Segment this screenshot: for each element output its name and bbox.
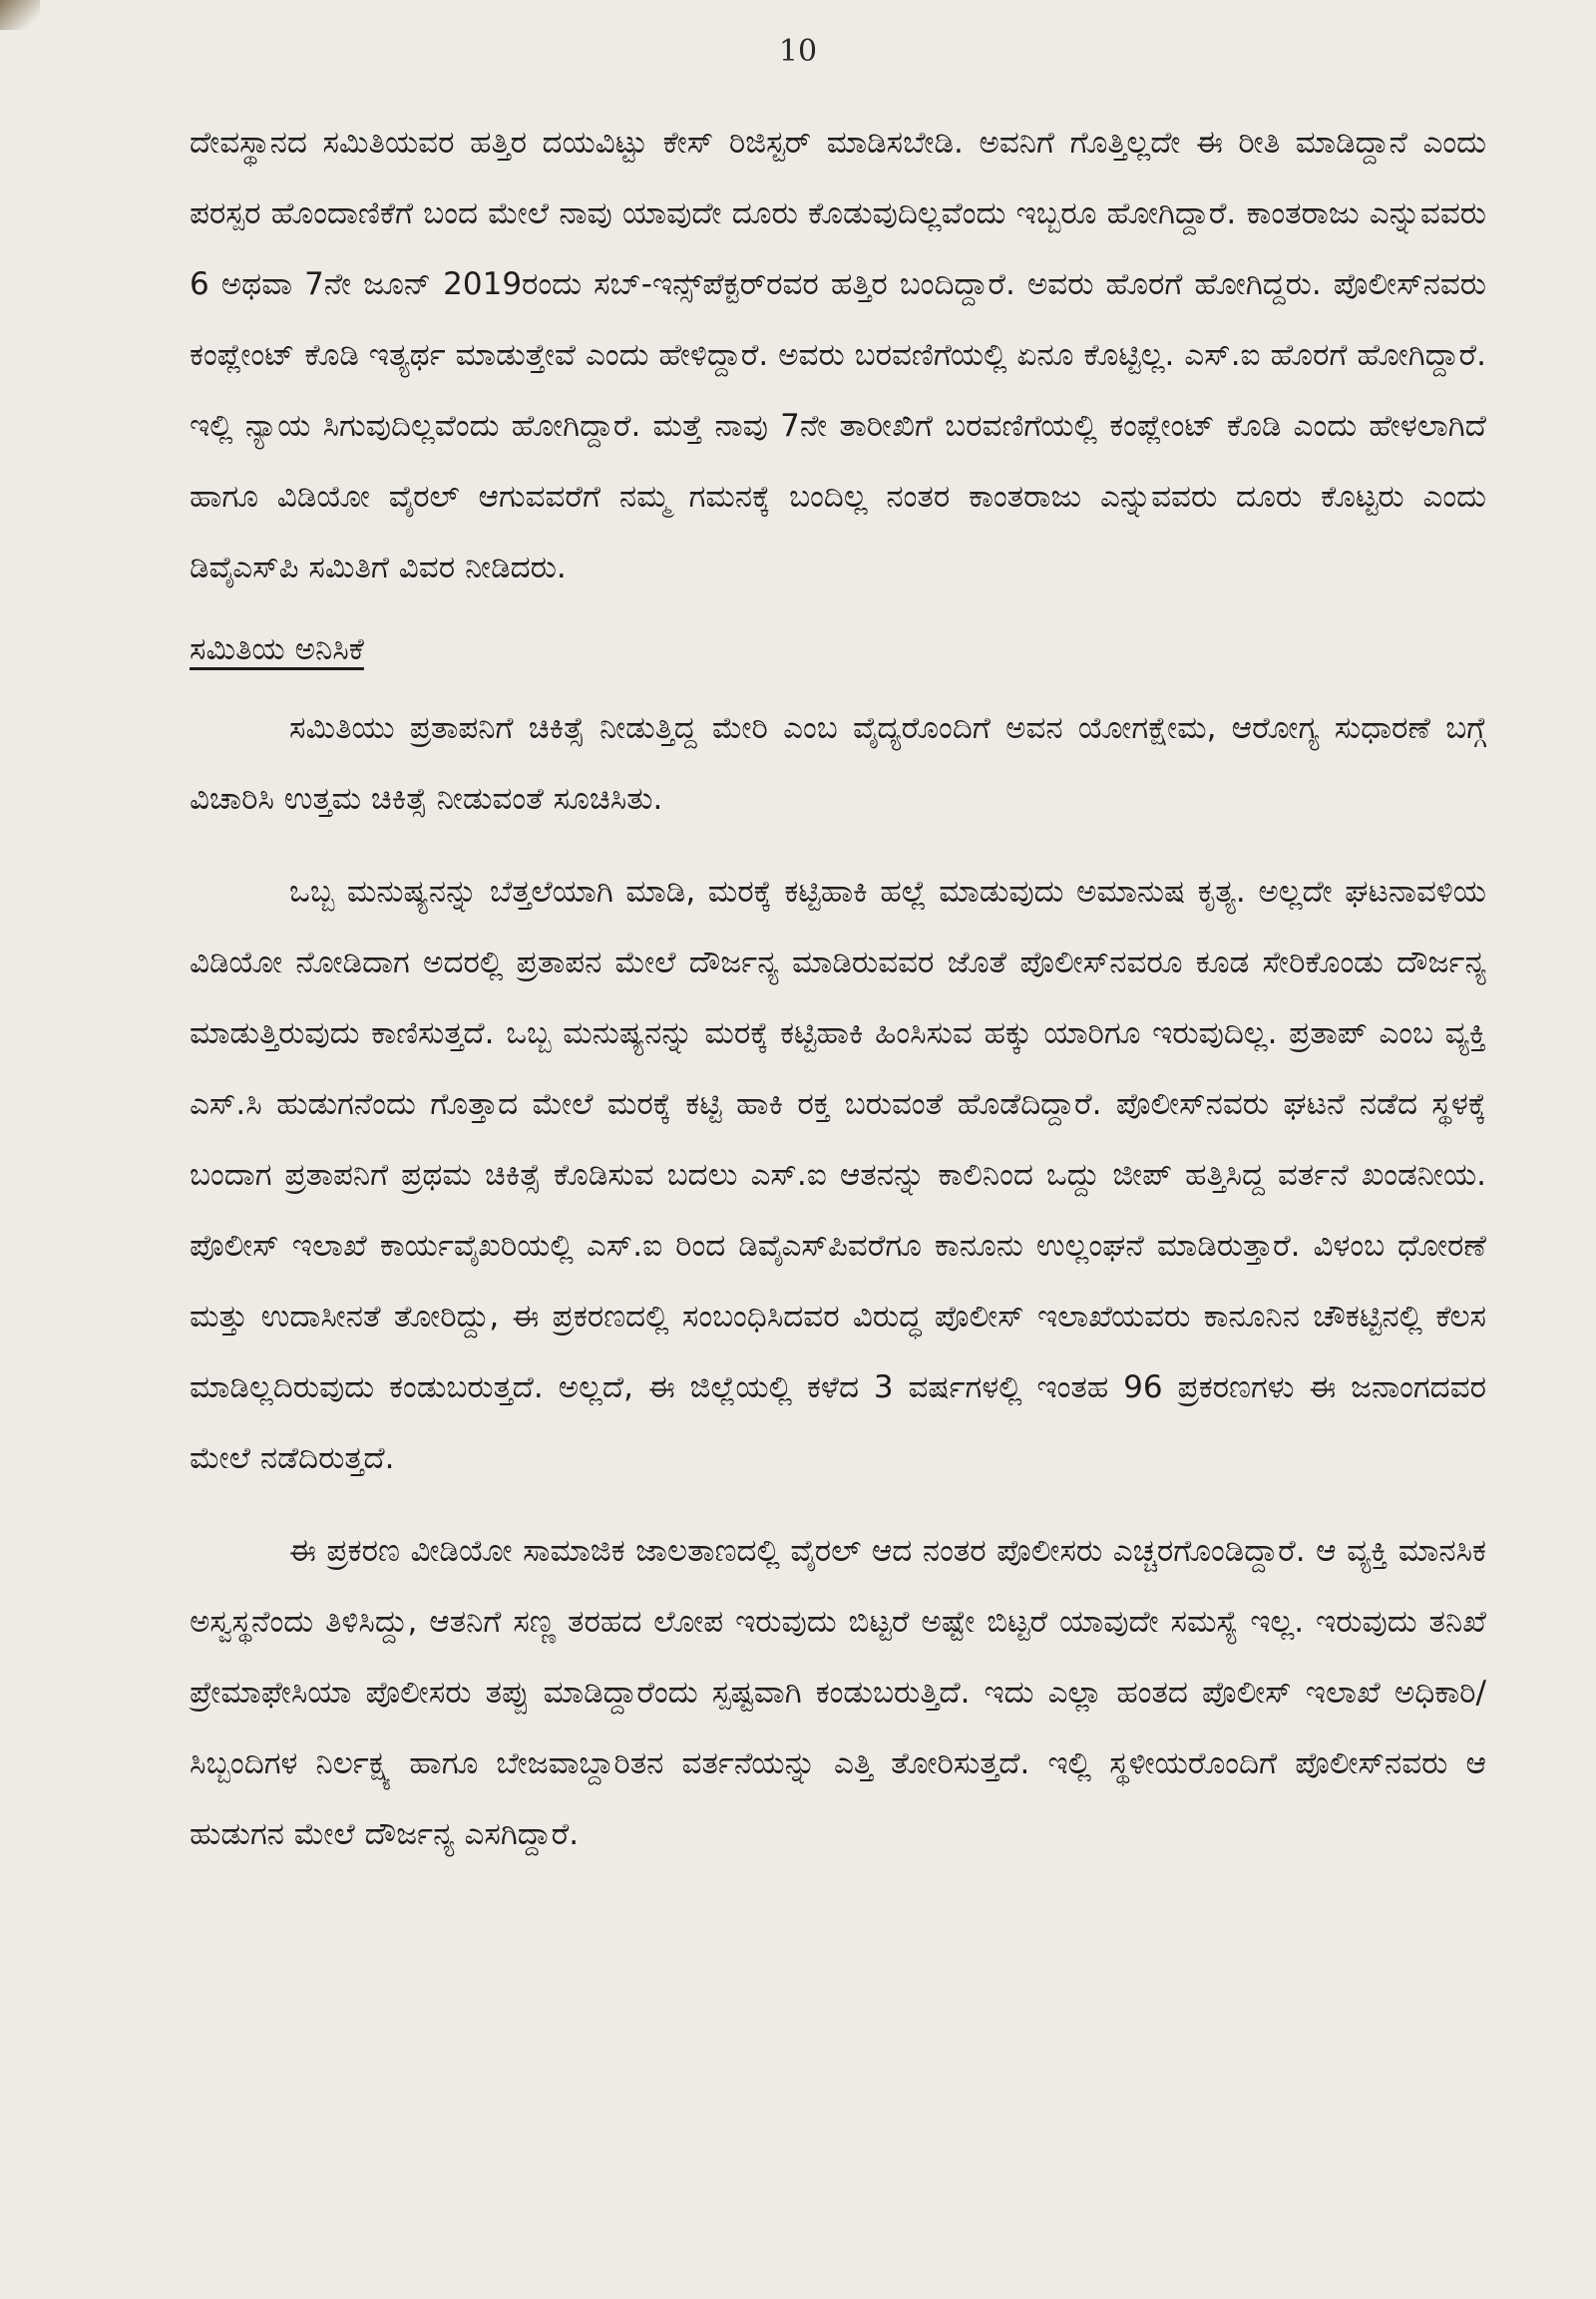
- scan-edge-shadow: [0, 0, 40, 30]
- document-body: [190, 108, 1486, 1870]
- paragraph-dysp-statement: ದೇವಸ್ಥಾನದ ಸಮಿತಿಯವರ ಹತ್ತಿರ ದಯವಿಟ್ಟು ಕೇಸ್ ರಿಜಿಸ್ಟರ್ ಮಾಡಿಸಬೇಡಿ. ಅವನಿಗೆ ಗೊತ್ತಿಲ್ಲದೇ ಈ ರೀತಿ ಮಾಡಿದ್ದಾನೆ ಎಂದು ಪರಸ್ಪರ ಹೊಂದಾಣಿಕೆಗೆ ಬಂದ ಮೇಲೆ ನಾವು ಯಾವುದೇ ದೂರು ಕೊಡುವುದಿಲ್ಲವೆಂದು ಇಬ್ಬರೂ ಹೋಗಿದ್ದಾರೆ. ಕಾಂತರಾಜು ಎನ್ನುವವರು 6 ಅಥವಾ 7ನೇ ಜೂನ್ 2019ರಂದು ಸಬ್-ಇನ್ಸ್‌ಪೆಕ್ಟರ್‌ರವರ ಹತ್ತಿರ ಬಂದಿದ್ದಾರೆ. ಅವರು ಹೊರಗೆ ಹೋಗಿದ್ದರು. ಪೊಲೀಸ್‌ನವರು ಕಂಪ್ಲೇಂಟ್ ಕೊಡಿ ಇತ್ಯರ್ಥ ಮಾಡುತ್ತೇವೆ ಎಂದು ಹೇಳಿದ್ದಾರೆ. ಅವರು ಬರವಣಿಗೆಯಲ್ಲಿ ಏನೂ ಕೊಟ್ಟಿಲ್ಲ. ಎಸ್.ಐ ಹೊರಗೆ ಹೋಗಿದ್ದಾರೆ. ಇಲ್ಲಿ ನ್ಯಾಯ ಸಿಗುವುದಿಲ್ಲವೆಂದು ಹೋಗಿದ್ದಾರೆ. ಮತ್ತೆ ನಾವು 7ನೇ ತಾರೀಖಿಗೆ ಬರವಣಿಗೆಯಲ್ಲಿ ಕಂಪ್ಲೇಂಟ್ ಕೊಡಿ ಎಂದು ಹೇಳಲಾಗಿದೆ ಹಾಗೂ ವಿಡಿಯೋ ವೈರಲ್ ಆಗುವವರೆಗೆ ನಮ್ಮ ಗಮನಕ್ಕೆ ಬಂದಿಲ್ಲ ನಂತರ ಕಾಂತರಾಜು ಎನ್ನುವವರು ದೂರು ಕೊಟ್ಟರು ಎಂದು ಡಿವೈಎಸ್‌ಪಿ ಸಮಿತಿಗೆ ವಿವರ ನೀಡಿದರು.: [190, 125, 1486, 585]
- page-number: 10: [778, 34, 818, 69]
- paragraph-inhuman-act: ಒಬ್ಬ ಮನುಷ್ಯನನ್ನು ಬೆತ್ತಲೆಯಾಗಿ ಮಾಡಿ, ಮರಕ್ಕೆ ಕಟ್ಟಿಹಾಕಿ ಹಲ್ಲೆ ಮಾಡುವುದು ಅಮಾನುಷ ಕೃತ್ಯ. ಅಲ್ಲದೇ ಘಟನಾವಳಿಯ ವಿಡಿಯೋ ನೋಡಿದಾಗ ಅದರಲ್ಲಿ ಪ್ರತಾಪನ ಮೇಲೆ ದೌರ್ಜನ್ಯ ಮಾಡಿರುವವರ ಜೊತೆ ಪೊಲೀಸ್‌ನವರೂ ಕೂಡ ಸೇರಿಕೊಂಡು ದೌರ್ಜನ್ಯ ಮಾಡುತ್ತಿರುವುದು ಕಾಣಿಸುತ್ತದೆ. ಒಬ್ಬ ಮನುಷ್ಯನನ್ನು ಮರಕ್ಕೆ ಕಟ್ಟಿಹಾಕಿ ಹಿಂಸಿಸುವ ಹಕ್ಕು ಯಾರಿಗೂ ಇರುವುದಿಲ್ಲ. ಪ್ರತಾಪ್ ಎಂಬ ವ್ಯಕ್ತಿ ಎಸ್.ಸಿ ಹುಡುಗನೆಂದು ಗೊತ್ತಾದ ಮೇಲೆ ಮರಕ್ಕೆ ಕಟ್ಟಿ ಹಾಕಿ ರಕ್ತ ಬರುವಂತೆ ಹೊಡೆದಿದ್ದಾರೆ. ಪೊಲೀಸ್‌ನವರು ಘಟನೆ ನಡೆದ ಸ್ಥಳಕ್ಕೆ ಬಂದಾಗ ಪ್ರತಾಪನಿಗೆ ಪ್ರಥಮ ಚಿಕಿತ್ಸೆ ಕೊಡಿಸುವ ಬದಲು ಎಸ್.ಐ ಆತನನ್ನು ಕಾಲಿನಿಂದ ಒದ್ದು ಜೀಪ್ ಹತ್ತಿಸಿದ್ದ ವರ್ತನೆ ಖಂಡನೀಯ. ಪೊಲೀಸ್ ಇಲಾಖೆ ಕಾರ್ಯವೈಖರಿಯಲ್ಲಿ ಎಸ್.ಐ ರಿಂದ ಡಿವೈಎಸ್‌ಪಿವರೆಗೂ ಕಾನೂನು ಉಲ್ಲಂಘನೆ ಮಾಡಿರುತ್ತಾರೆ. ವಿಳಂಬ ಧೋರಣೆ ಮತ್ತು ಉದಾಸೀನತೆ ತೋರಿದ್ದು, ಈ ಪ್ರಕರಣದಲ್ಲಿ ಸಂಬಂಧಿಸಿದವರ ವಿರುದ್ಧ ಪೊಲೀಸ್ ಇಲಾಖೆಯವರು ಕಾನೂನಿನ ಚೌಕಟ್ಟಿನಲ್ಲಿ ಕೆಲಸ ಮಾಡಿಲ್ಲದಿರುವುದು ಕಂಡುಬರುತ್ತದೆ. ಅಲ್ಲದೆ, ಈ ಜಿಲ್ಲೆಯಲ್ಲಿ ಕಳೆದ 3 ವರ್ಷಗಳಲ್ಲಿ ಇಂತಹ 96 ಪ್ರಕರಣಗಳು ಈ ಜನಾಂಗದವರ ಮೇಲೆ ನಡೆದಿರುತ್ತದೆ.: [190, 874, 1486, 1476]
- section-heading-committee-opinion: ಸಮಿತಿಯ ಅನಿಸಿಕೆ: [190, 631, 364, 667]
- paragraph-police-negligence: ಈ ಪ್ರಕರಣ ವೀಡಿಯೋ ಸಾಮಾಜಿಕ ಜಾಲತಾಣದಲ್ಲಿ ವೈರಲ್ ಆದ ನಂತರ ಪೊಲೀಸರು ಎಚ್ಚರಗೊಂಡಿದ್ದಾರೆ. ಆ ವ್ಯಕ್ತಿ ಮಾನಸಿಕ ಅಸ್ವಸ್ಥನೆಂದು ತಿಳಿಸಿದ್ದು, ಆತನಿಗೆ ಸಣ್ಣ ತರಹದ ಲೋಪ ಇರುವುದು ಬಿಟ್ಟರೆ ಅಷ್ಟೇ ಬಿಟ್ಟರೆ ಯಾವುದೇ ಸಮಸ್ಯೆ ಇಲ್ಲ. ಇರುವುದು ತನಿಖೆ ಪ್ರೇಮಾಫೇಸಿಯಾ ಪೊಲೀಸರು ತಪ್ಪು ಮಾಡಿದ್ದಾರೆಂದು ಸ್ಪಷ್ಟವಾಗಿ ಕಂಡುಬರುತ್ತಿದೆ. ಇದು ಎಲ್ಲಾ ಹಂತದ ಪೊಲೀಸ್ ಇಲಾಖೆ ಅಧಿಕಾರಿ/ಸಿಬ್ಬಂದಿಗಳ ನಿರ್ಲಕ್ಷ್ಯ ಹಾಗೂ ಬೇಜವಾಬ್ದಾರಿತನ ವರ್ತನೆಯನ್ನು ಎತ್ತಿ ತೋರಿಸುತ್ತದೆ. ಇಲ್ಲಿ ಸ್ಥಳೀಯರೊಂದಿಗೆ ಪೊಲೀಸ್‌ನವರು ಆ ಹುಡುಗನ ಮೇಲೆ ದೌರ್ಜನ್ಯ ಎಸಗಿದ್ದಾರೆ.: [190, 1533, 1486, 1852]
- paragraph-committee-doctor: ಸಮಿತಿಯು ಪ್ರತಾಪನಿಗೆ ಚಿಕಿತ್ಸೆ ನೀಡುತ್ತಿದ್ದ ಮೇರಿ ಎಂಬ ವೈದ್ಯರೊಂದಿಗೆ ಅವನ ಯೋಗಕ್ಷೇಮ, ಆರೋಗ್ಯ ಸುಧಾರಣೆ ಬಗ್ಗೆ ವಿಚಾರಿಸಿ ಉತ್ತಮ ಚಿಕಿತ್ಸೆ ನೀಡುವಂತೆ ಸೂಚಿಸಿತು.: [190, 710, 1486, 817]
